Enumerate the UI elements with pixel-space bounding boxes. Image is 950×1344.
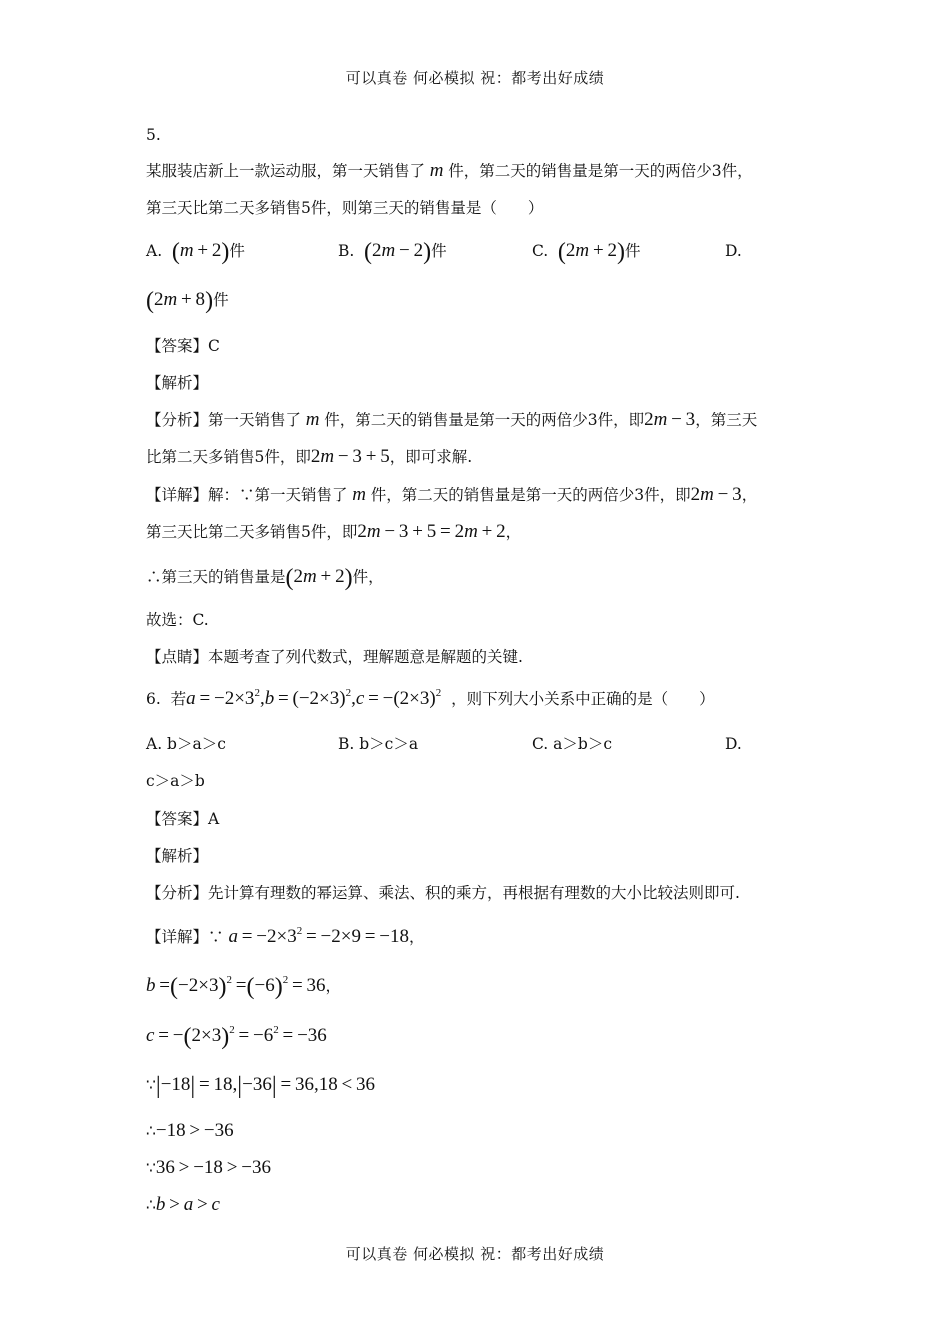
q5-option-c — [532, 240, 641, 264]
q6-calc-c-expr: $c = -(2\times 3)^2 = -6^2 = -36$ — [146, 1024, 327, 1050]
q5-fenxi-text-a: 【分析】第一天销售了 — [146, 411, 302, 429]
q5-xiangjie-text-a: 【详解】解：∵第一天销售了 — [146, 486, 348, 504]
q6-option-d: c＞a＞b — [146, 772, 205, 790]
q5-fenxi-line2 — [146, 446, 472, 468]
q6-definitions: $a = -2\times 3^2,b = (-2\times 3)^2,c = -(2\times 3)^2$ — [186, 687, 442, 709]
q6-fenxi: 【分析】先计算有理数的幂运算、乘法、积的乘方，再根据有理数的大小比较法则即可. — [146, 884, 740, 902]
q6-calc-b-expr: $b =(-2\times 3)^2 =(-6)^2 = 36$ — [146, 974, 326, 1000]
q6-xiangjie-line1: 【详解】∵ $a = -2\times 3^2 = -2\times 9 = -18$， — [146, 925, 425, 947]
q5-jiexi-heading: 【解析】 — [146, 374, 209, 392]
page-header: 可以真卷 何必模拟 祝：都考出好成绩 — [345, 69, 605, 87]
q6-conclusion-expr: b > a > c — [155, 1194, 220, 1215]
q5-xiangjie-line3 — [146, 566, 384, 590]
q5-fenxi-text-c: ，第三天 — [695, 411, 758, 429]
q6-answer: 【答案】A — [146, 810, 220, 828]
q5-xiangjie-text-f: ∴第三天的销售量是 — [146, 568, 286, 586]
q5-option-d-unit: 件 — [213, 291, 229, 309]
q5-option-b-unit: 件 — [431, 242, 447, 260]
q5-option-d-expr: (2m + 8) — [146, 288, 214, 314]
q5-var-m: m — [429, 160, 444, 181]
q5-expr-2m-3: 2m − 3 — [690, 484, 742, 505]
q6-option-c: C. a＞b＞c — [532, 735, 613, 753]
q6-option-a: A. b＞a＞c — [146, 735, 226, 753]
q5-stem-line2: 第三天比第二天多销售5件，则第三天的销售量是（ ） — [146, 199, 544, 217]
q5-var-m: m — [305, 409, 320, 430]
q5-option-c-unit: 件 — [624, 242, 641, 260]
q5-option-a-label: A. — [146, 242, 163, 260]
q5-option-d — [146, 289, 229, 313]
because-symbol: ∵ — [208, 928, 224, 946]
q6-xiangjie-label: 【详解】 — [146, 928, 209, 946]
page-footer: 可以真卷 何必模拟 祝：都考出好成绩 — [345, 1245, 605, 1263]
q6-compare-2-expr: 36 > −18 > −36 — [155, 1157, 271, 1178]
q5-answer: 【答案】C — [146, 337, 220, 355]
q5-option-a-unit: 件 — [229, 242, 245, 260]
q5-xiangjie-text-e: ， — [505, 523, 522, 541]
q5-option-a-expr: (m + 2) — [171, 239, 230, 265]
because-symbol: ∵ — [146, 1159, 156, 1177]
q5-fenxi-line1 — [146, 409, 757, 431]
q5-xiangjie-text-d: 第三天比第二天多销售5件，即 — [146, 523, 358, 541]
q5-option-b-label: B. — [338, 242, 355, 260]
q6-compare-1-expr: −18 > −36 — [155, 1120, 234, 1141]
therefore-symbol: ∴ — [146, 1122, 156, 1140]
q6-stem-text-b: ，则下列大小关系中正确的是（ ） — [451, 690, 715, 708]
q5-dianjing: 【点睛】本题考查了列代数式，理解题意是解题的关键. — [146, 648, 523, 666]
q5-option-b — [338, 240, 447, 264]
q6-stem — [146, 688, 715, 710]
q6-compare-2 — [146, 1157, 271, 1179]
q5-expr-2m-3: 2m − 3 — [644, 409, 696, 430]
q6-abs-compare — [146, 1074, 375, 1098]
q6-calc-b: $b =(-2\times 3)^2 =(-6)^2 = 36$， — [146, 974, 342, 1000]
because-symbol: ∵ — [146, 1076, 156, 1094]
q5-expr-sum: 2m − 3 + 5 = 2m + 2 — [357, 521, 506, 542]
q5-option-c-label: C. — [532, 242, 549, 260]
q5-option-b-expr: (2m − 2) — [364, 239, 432, 265]
q6-stem-text-a: 若 — [170, 690, 187, 708]
q5-fenxi-text-b: 件，第二天的销售量是第一天的两倍少3件，即 — [324, 411, 645, 429]
q6-conclusion — [146, 1194, 220, 1216]
q5-var-m: m — [352, 484, 366, 505]
q5-fenxi-text-d: 比第二天多销售5件，即 — [146, 448, 311, 466]
q5-expr-2m-3-5: 2m − 3 + 5 — [310, 446, 390, 467]
question-number-5: 5. — [146, 126, 161, 144]
q5-xiangjie-line1 — [146, 484, 757, 506]
q6-calc-c — [146, 1025, 327, 1049]
q6-abs-expr: |−18| = 18,|−36| = 36,18 < 36 — [155, 1073, 376, 1099]
q6-option-b: B. b＞c＞a — [338, 735, 419, 753]
q5-stem-text-b: 件，第二天的销售量是第一天的两倍少3件， — [448, 162, 753, 180]
q5-option-c-expr: (2m + 2) — [557, 239, 625, 265]
q5-stem-text-a: 某服装店新上一款运动服，第一天销售了 — [146, 162, 426, 180]
q5-fenxi-text-e: ，即可求解. — [389, 448, 473, 466]
q5-stem-line1 — [146, 160, 753, 182]
q6-option-d-label: D. — [725, 735, 742, 753]
q5-xiangjie-text-c: ， — [741, 486, 758, 504]
q5-expr-result: (2m + 2) — [285, 565, 353, 591]
question-number-6: 6. — [146, 690, 161, 708]
q6-compare-1 — [146, 1120, 234, 1142]
q5-guxuan: 故选：C. — [146, 611, 209, 629]
q5-xiangjie-text-b: 件，第二天的销售量是第一天的两倍少3件，即 — [370, 486, 691, 504]
q6-jiexi-heading: 【解析】 — [146, 847, 209, 865]
q5-option-a — [146, 240, 245, 264]
q5-xiangjie-line2 — [146, 521, 521, 543]
q5-xiangjie-text-g: 件， — [352, 568, 384, 586]
therefore-symbol: ∴ — [146, 1196, 156, 1214]
q5-option-d-label: D. — [725, 242, 742, 260]
q6-calc-a: $a = -2\times 3^2 = -2\times 9 = -18$ — [228, 925, 410, 947]
